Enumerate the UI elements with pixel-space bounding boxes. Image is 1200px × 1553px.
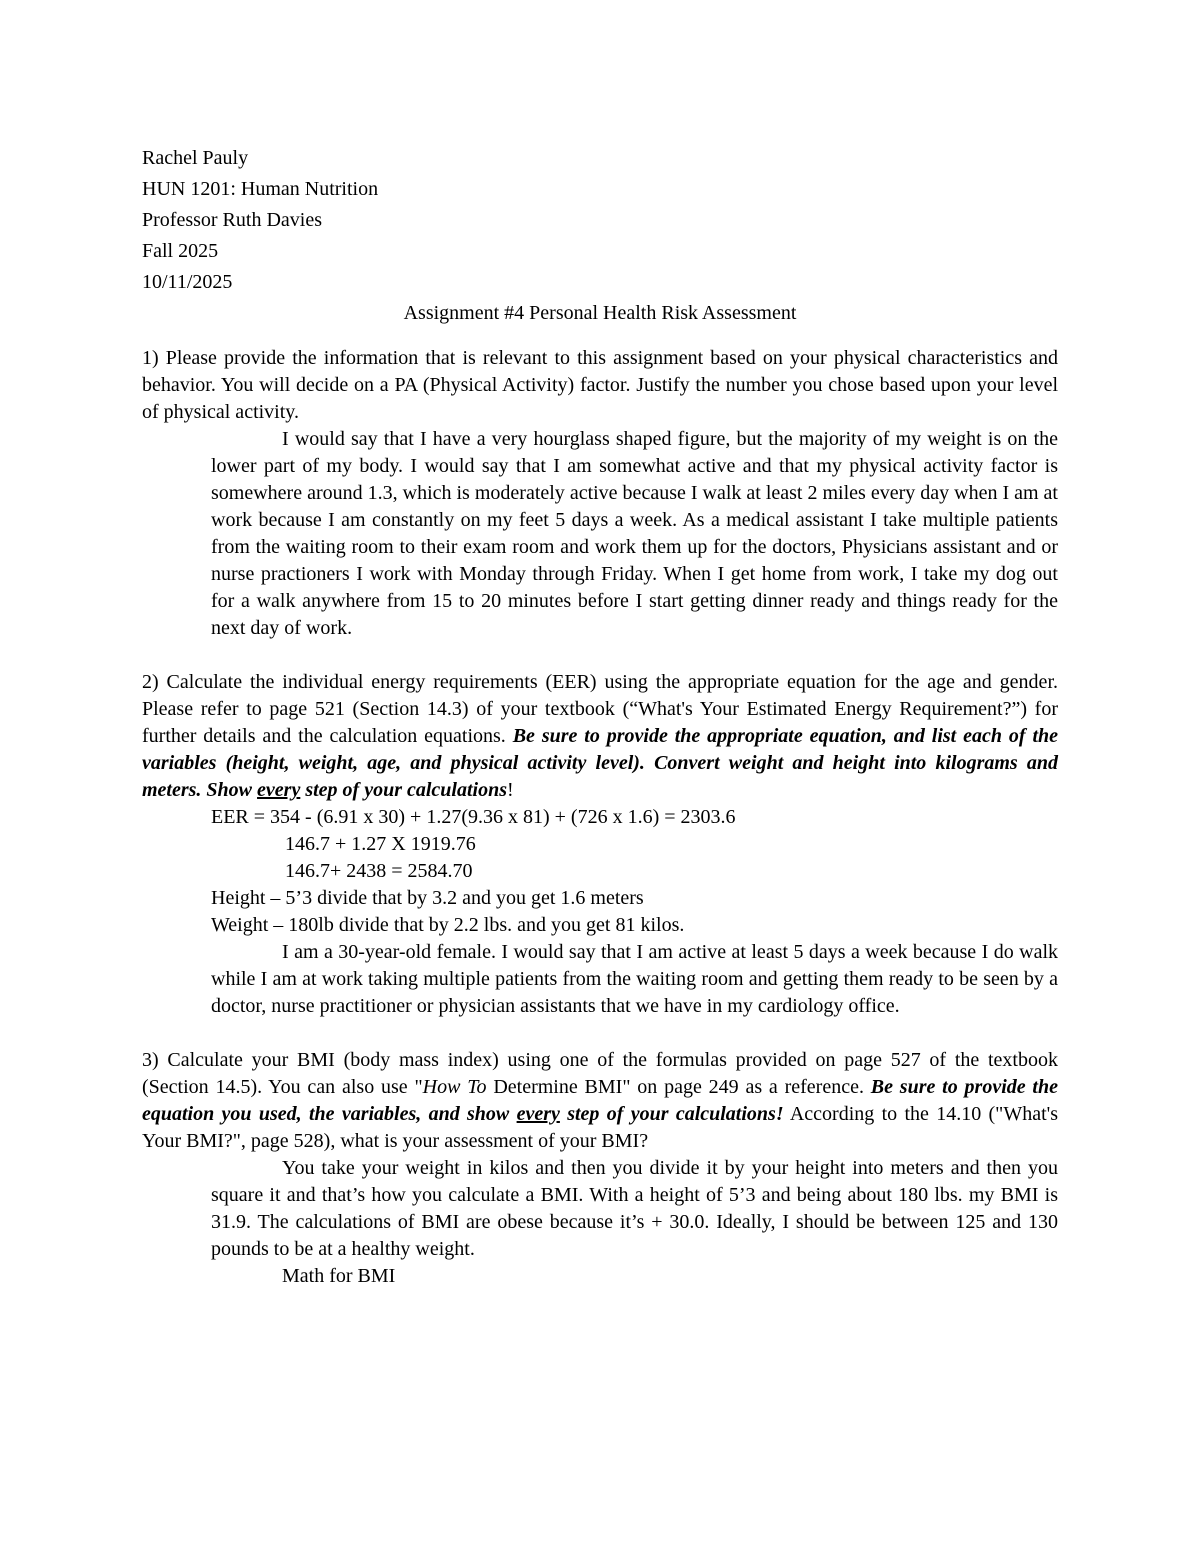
course-name: HUN 1201: Human Nutrition bbox=[142, 178, 379, 200]
student-name: Rachel Pauly bbox=[142, 147, 249, 169]
question-1-prompt: 1) Please provide the information that is relevant to this assignment based on your physical characteristics and behavior. You will decide on a PA (Physical Activity) factor. Justify the number you chose based upon your level of physical activity. bbox=[142, 347, 1058, 423]
question-3-emphasis-1: Be sure to provide the equation you used, the variables, and show bbox=[142, 1076, 1058, 1125]
question-2-emphasis-1: Be sure to provide the appropriate equation, and list each of the variables (height, weight, age, and physical activity level). Convert weight and height into kilograms and meters. Show bbox=[142, 725, 1059, 801]
question-3-emphasis-end: ! bbox=[775, 1103, 784, 1125]
question-2-answer: I am a 30-year-old female. I would say that I am active at least 5 days a week because I do walk while I am at work taking multiple patients from the waiting room and getting them ready to be seen by a doctor, nurse practitioner or physician assistants that we have in my cardiology office. bbox=[211, 941, 1058, 1017]
question-1-answer: I would say that I have a very hourglass shaped figure, but the majority of my weight is on the lower part of my body. I would say that I am somewhat active and that my physical activity factor is somewhere around 1.3, which is moderately active because I walk at least 2 miles every day when I am at work because I am constantly on my feet 5 days a week. As a medical assistant I take multiple patients from the waiting room to their exam room and work them up for the doctors, Physicians assistant and or nurse practioners I work with Monday through Friday. When I get home from work, I take my dog out for a walk anywhere from 15 to 20 minutes before I start getting dinner ready and things ready for the next day of work. bbox=[211, 428, 1058, 639]
question-3-emphasis-underlined: every bbox=[516, 1103, 560, 1125]
height-conversion: Height – 5’3 divide that by 3.2 and you get 1.6 meters bbox=[211, 887, 644, 909]
bmi-math-label: Math for BMI bbox=[282, 1265, 396, 1287]
eer-equation: EER = 354 - (6.91 x 30) + 1.27(9.36 x 81) + (726 x 1.6) = 2303.6 bbox=[211, 806, 736, 828]
question-2-prompt-text: 2) Calculate the individual energy requirements (EER) using the appropriate equation for the age and gender. Please refer to page 521 (Section 14.3) of your textbook (“What's Your Estimated Energy Requirement?”) for further details and the calculation equations. bbox=[142, 671, 1058, 747]
eer-step-2: 146.7 + 1.27 X 1919.76 bbox=[285, 833, 476, 855]
question-3-answer: You take your weight in kilos and then you divide it by your height into meters and then you square it and that’s how you calculate a BMI. With a height of 5’3 and being about 180 lbs. my BMI is 31.9. The calculations of BMI are obese because it’s + 30.0. Ideally, I should be between 125 and 130 pounds to be at a healthy weight. bbox=[211, 1157, 1058, 1260]
date: 10/11/2025 bbox=[142, 271, 233, 293]
question-3-emphasis-2: step of your calculations bbox=[567, 1103, 776, 1125]
question-1 bbox=[142, 345, 1058, 642]
question-3-prompt-text-3: According to the 14.10 ("What's Your BMI?", page 528), what is your assessment of your BMI? bbox=[142, 1103, 1059, 1152]
question-2-calculations bbox=[211, 804, 1058, 939]
document-page bbox=[142, 143, 1058, 1290]
question-3-prompt bbox=[142, 1047, 1058, 1155]
question-2-emphasis-2: step of your calculations bbox=[305, 779, 507, 801]
header-block bbox=[142, 143, 1058, 298]
question-2-emphasis-underlined: every bbox=[257, 779, 301, 801]
question-2-prompt bbox=[142, 669, 1058, 804]
question-2 bbox=[142, 669, 1058, 1020]
weight-conversion: Weight – 180lb divide that by 2.2 lbs. and you get 81 kilos. bbox=[211, 914, 685, 936]
question-3-prompt-italic: How To bbox=[422, 1076, 487, 1098]
eer-step-3: 146.7+ 2438 = 2584.70 bbox=[285, 860, 473, 882]
professor-name: Professor Ruth Davies bbox=[142, 209, 322, 231]
question-3 bbox=[142, 1047, 1058, 1290]
term: Fall 2025 bbox=[142, 240, 219, 262]
question-2-prompt-end: ! bbox=[507, 779, 514, 801]
question-3-prompt-text-2: Determine BMI" on page 249 as a reference. bbox=[486, 1076, 864, 1098]
assignment-title: Assignment #4 Personal Health Risk Assessment bbox=[403, 302, 797, 324]
question-3-prompt-text-1: 3) Calculate your BMI (body mass index) using one of the formulas provided on page 527 of the textbook (Section 14.5). You can also use " bbox=[142, 1049, 1058, 1098]
